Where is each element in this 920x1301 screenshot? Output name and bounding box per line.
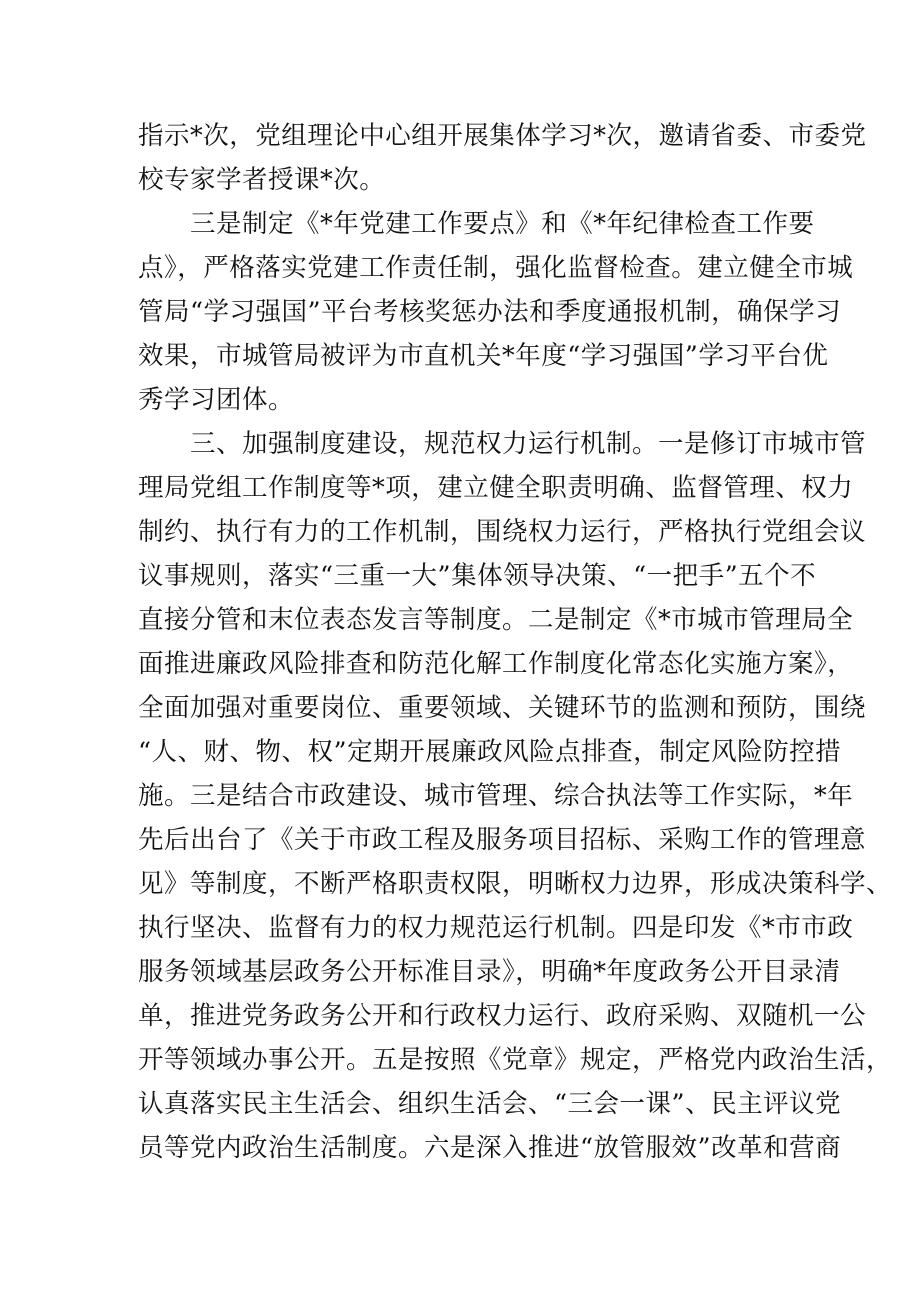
text-line: 点》，严格落实党建工作责任制，强化监督检查。建立健全市城 [138, 253, 854, 283]
text-line: 单，推进党务政务公开和行政权力运行、政府采购、双随机一公 [138, 1001, 867, 1031]
text-line: 效果，市城管局被评为市直机关*年度“学习强国”学习平台优 [138, 341, 829, 371]
text-line: 开等领域办事公开。五是按照《党章》规定，严格党内政治生活， [138, 1045, 893, 1075]
text-line: 见》等制度，不断严格职责权限，明晰权力边界，形成决策科学、 [138, 869, 893, 899]
text-line: 指示*次，党组理论中心组开展集体学习*次，邀请省委、市委党 [138, 121, 867, 151]
text-line: 施。三是结合市政建设、城市管理、综合执法等工作实际，*年 [138, 781, 854, 811]
text-line: 秀学习团体。 [138, 385, 295, 415]
text-line: 三、加强制度建设，规范权力运行机制。一是修订市城市管 [190, 429, 867, 459]
text-line: 面推进廉政风险排查和防范化解工作制度化常态化实施方案》， [138, 649, 854, 679]
text-line: 员等党内政治生活制度。六是深入推进“放管服效”改革和营商 [138, 1133, 842, 1163]
text-line: 先后出台了《关于市政工程及服务项目招标、采购工作的管理意 [138, 825, 867, 855]
text-line: 认真落实民主生活会、组织生活会、“三会一课”、民主评议党 [138, 1089, 842, 1119]
text-line: 三是制定《*年党建工作要点》和《*年纪律检查工作要 [190, 209, 815, 239]
text-line: 议事规则，落实“三重一大”集体领导决策、“一把手”五个不 [138, 561, 817, 591]
document-body [138, 114, 893, 1170]
text-line: 执行坚决、监督有力的权力规范运行机制。四是印发《*市市政 [138, 913, 854, 943]
text-line: 理局党组工作制度等*项，建立健全职责明确、监督管理、权力 [138, 473, 854, 503]
text-line: 校专家学者授课*次。 [138, 165, 386, 195]
text-line: 管局“学习强国”平台考核奖惩办法和季度通报机制，确保学习 [138, 297, 842, 327]
text-line: 制约、执行有力的工作机制，围绕权力运行，严格执行党组会议 [138, 517, 867, 547]
text-line: 直接分管和末位表态发言等制度。二是制定《*市城市管理局全 [138, 605, 854, 635]
text-line: 服务领域基层政务公开标准目录》，明确*年度政务公开目录清 [138, 957, 841, 987]
text-line: “人、财、物、权”定期开展廉政风险点排查，制定风险防控措 [138, 737, 842, 767]
text-line: 全面加强对重要岗位、重要领域、关键环节的监测和预防，围绕 [138, 693, 867, 723]
